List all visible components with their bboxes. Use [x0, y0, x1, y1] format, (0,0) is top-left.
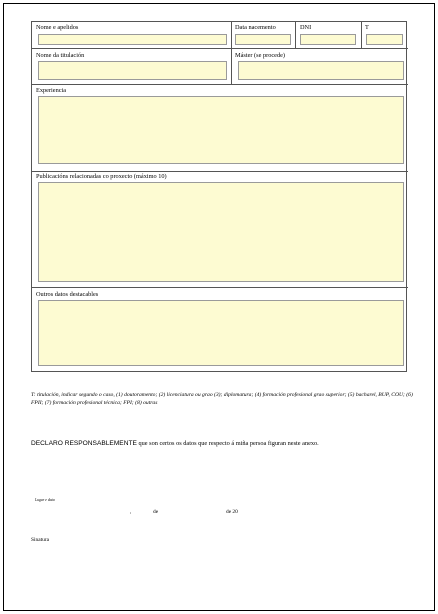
degree-label: Nome da titulación: [36, 52, 85, 59]
name-field[interactable]: [38, 34, 227, 45]
col-divider-birthdate: [231, 22, 232, 49]
experience-label: Experiencia: [36, 87, 67, 94]
dni-label: DNI: [300, 24, 312, 31]
col-divider-master: [231, 49, 232, 85]
other-field[interactable]: [38, 300, 404, 366]
date-comma: ,: [130, 509, 132, 515]
master-label: Máster (se procede): [235, 52, 285, 59]
master-field[interactable]: [238, 61, 404, 80]
birthdate-field[interactable]: [235, 34, 291, 45]
other-label: Outros datos destacables: [36, 291, 99, 298]
name-label: Nome e apelidos: [36, 24, 79, 31]
t-field[interactable]: [366, 34, 403, 45]
declaration-lead: DECLARO RESPONSABLEMENTE: [31, 440, 137, 447]
dni-field[interactable]: [300, 34, 356, 45]
birthdate-label: Data nacemento: [235, 24, 276, 31]
qualification-note: T: titulación, indicar segundo o caso, (1) doutoramento; (2) licenciatura ou grao (3); diplomatura; (4) formación profesional grao superior; (5) bacharel, BUP, COU; (6) FPII; (7) formación profesional técnica; FPI; (8) outras: [31, 392, 413, 406]
place-date-label: Lugar e data: [35, 498, 55, 502]
declaration: [31, 440, 421, 447]
date-de-label: de: [153, 509, 159, 515]
signature-label: Sinatura: [31, 537, 49, 543]
t-label: T: [365, 24, 369, 31]
publications-field[interactable]: [38, 182, 404, 282]
degree-field[interactable]: [38, 61, 227, 80]
publications-label: Publicacións relacionadas co proxecto (máximo 10): [36, 173, 167, 180]
col-divider-t: [361, 22, 362, 49]
applicant-form: [31, 21, 407, 372]
declaration-rest: que son certos os datos que respecto á miña persoa figuran neste anexo.: [136, 440, 319, 447]
date-year-label: de 20: [226, 509, 238, 515]
col-divider-dni: [295, 22, 296, 49]
experience-field[interactable]: [38, 96, 404, 164]
